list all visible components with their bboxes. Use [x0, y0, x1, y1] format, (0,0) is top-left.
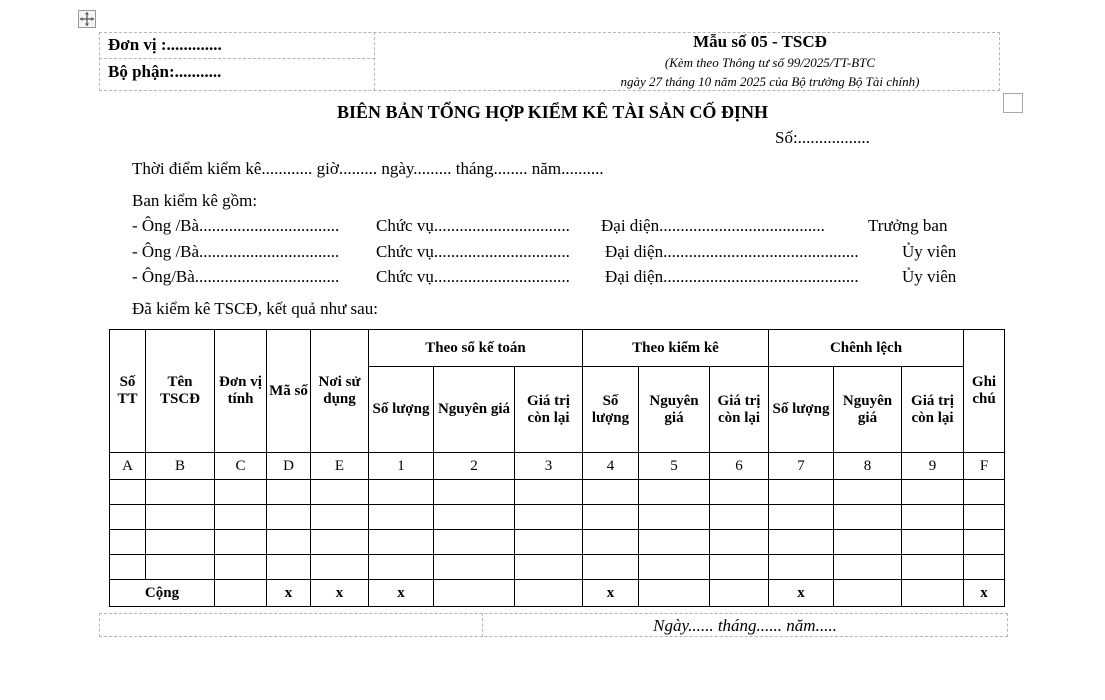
- table-cell[interactable]: [902, 530, 964, 555]
- total-cell: [434, 580, 515, 607]
- inventory-table: [109, 329, 1005, 607]
- member-position: Chức vụ................................: [376, 242, 570, 261]
- table-cell[interactable]: [146, 530, 215, 555]
- column-letter: C: [215, 453, 267, 480]
- table-cell[interactable]: [146, 555, 215, 580]
- table-cell[interactable]: [267, 505, 311, 530]
- table-move-handle-icon[interactable]: [78, 10, 96, 28]
- table-cell[interactable]: [769, 480, 834, 505]
- group-header-count: Theo kiểm kê: [583, 330, 769, 367]
- table-cell[interactable]: [515, 505, 583, 530]
- table-cell[interactable]: [769, 555, 834, 580]
- table-cell[interactable]: [710, 480, 769, 505]
- table-cell[interactable]: [311, 530, 369, 555]
- table-row[interactable]: [110, 555, 1005, 580]
- column-letter: B: [146, 453, 215, 480]
- table-cell[interactable]: [710, 530, 769, 555]
- table-cell[interactable]: [834, 530, 902, 555]
- sub-header-cost: Nguyên giá: [434, 367, 515, 453]
- table-cell[interactable]: [215, 555, 267, 580]
- table-cell[interactable]: [110, 480, 146, 505]
- sub-header-qty: Số lượng: [583, 367, 639, 453]
- total-cell: [515, 580, 583, 607]
- table-cell[interactable]: [311, 480, 369, 505]
- table-cell[interactable]: [639, 505, 710, 530]
- footer-date: Ngày...... tháng...... năm.....: [653, 616, 837, 635]
- column-letter: 5: [639, 453, 710, 480]
- circular-line-2: ngày 27 tháng 10 năm 2025 của Bộ trưởng Bộ Tài chính): [620, 74, 920, 89]
- total-cell: [834, 580, 902, 607]
- circular-line-1: (Kèm theo Thông tư số 99/2025/TT-BTC: [664, 55, 876, 70]
- member-role: Ủy viên: [902, 267, 957, 286]
- table-cell[interactable]: [146, 480, 215, 505]
- table-cell[interactable]: [110, 530, 146, 555]
- table-cell[interactable]: [110, 555, 146, 580]
- column-letter: 3: [515, 453, 583, 480]
- member-represent: Đại diện.......................................: [601, 216, 825, 235]
- table-cell[interactable]: [369, 530, 434, 555]
- table-cell[interactable]: [769, 530, 834, 555]
- table-cell[interactable]: [710, 505, 769, 530]
- table-cell[interactable]: [110, 505, 146, 530]
- total-cell: [215, 580, 267, 607]
- sub-header-cost: Nguyên giá: [639, 367, 710, 453]
- table-cell[interactable]: [369, 555, 434, 580]
- table-cell[interactable]: [583, 480, 639, 505]
- table-row[interactable]: [110, 530, 1005, 555]
- table-cell[interactable]: [964, 480, 1005, 505]
- table-cell[interactable]: [583, 530, 639, 555]
- column-letter: F: [964, 453, 1005, 480]
- table-cell[interactable]: [311, 505, 369, 530]
- table-cell[interactable]: [369, 480, 434, 505]
- inventory-time-line: Thời điểm kiểm kê............ giờ......... ngày......... tháng........ năm..........: [132, 159, 604, 178]
- table-cell[interactable]: [267, 530, 311, 555]
- col-header-note: Ghi chú: [964, 330, 1005, 453]
- total-cell: x: [964, 580, 1005, 607]
- table-cell[interactable]: [834, 555, 902, 580]
- table-cell[interactable]: [769, 505, 834, 530]
- footer-divider: [482, 613, 483, 637]
- total-cell: [710, 580, 769, 607]
- document-title: BIÊN BẢN TỔNG HỢP KIỂM KÊ TÀI SẢN CỐ ĐỊNH: [337, 102, 768, 122]
- col-header-stt: Số TT: [110, 330, 146, 453]
- table-cell[interactable]: [964, 530, 1005, 555]
- table-cell[interactable]: [639, 555, 710, 580]
- member-name: - Ông /Bà.................................: [132, 242, 340, 261]
- column-letter: A: [110, 453, 146, 480]
- sub-header-remain: Giá trị còn lại: [902, 367, 964, 453]
- total-cell: [639, 580, 710, 607]
- member-represent: Đại diện..............................................: [605, 242, 859, 261]
- table-cell[interactable]: [583, 505, 639, 530]
- member-role: Ủy viên: [902, 242, 957, 261]
- total-cell: x: [311, 580, 369, 607]
- column-letter: 9: [902, 453, 964, 480]
- table-cell[interactable]: [639, 480, 710, 505]
- total-cell: x: [369, 580, 434, 607]
- sub-header-cost: Nguyên giá: [834, 367, 902, 453]
- column-letter: 6: [710, 453, 769, 480]
- group-header-books: Theo sổ kế toán: [369, 330, 583, 367]
- col-header-unit: Đơn vị tính: [215, 330, 267, 453]
- member-role: Trưởng ban: [868, 216, 948, 235]
- col-header-name: Tên TSCĐ: [146, 330, 215, 453]
- total-cell: x: [769, 580, 834, 607]
- table-cell[interactable]: [639, 530, 710, 555]
- letter-row: [110, 453, 1005, 480]
- column-letter: 4: [583, 453, 639, 480]
- table-cell[interactable]: [267, 555, 311, 580]
- table-cell[interactable]: [215, 505, 267, 530]
- result-line: Đã kiểm kê TSCĐ, kết quả như sau:: [132, 299, 378, 318]
- column-letter: D: [267, 453, 311, 480]
- form-number: Mẫu số 05 - TSCĐ: [693, 32, 827, 51]
- column-letter: 2: [434, 453, 515, 480]
- total-cell: x: [583, 580, 639, 607]
- table-cell[interactable]: [434, 480, 515, 505]
- table-row[interactable]: [110, 505, 1005, 530]
- group-header-diff: Chênh lệch: [769, 330, 964, 367]
- table-cell[interactable]: [834, 480, 902, 505]
- table-cell[interactable]: [369, 505, 434, 530]
- table-cell[interactable]: [515, 530, 583, 555]
- table-header-row: [110, 330, 1005, 367]
- header-left-divider: [99, 58, 375, 59]
- column-letter: 1: [369, 453, 434, 480]
- table-cell[interactable]: [515, 480, 583, 505]
- table-cell[interactable]: [902, 555, 964, 580]
- table-cell[interactable]: [311, 555, 369, 580]
- col-header-code: Mã số: [267, 330, 311, 453]
- column-letter: 8: [834, 453, 902, 480]
- table-cell[interactable]: [515, 555, 583, 580]
- table-cell[interactable]: [902, 505, 964, 530]
- total-cell: x: [267, 580, 311, 607]
- unit-field: Đơn vị :.............: [108, 35, 222, 54]
- total-cell: [902, 580, 964, 607]
- table-cell[interactable]: [710, 555, 769, 580]
- member-position: Chức vụ................................: [376, 267, 570, 286]
- table-cell[interactable]: [964, 505, 1005, 530]
- header-divider: [374, 32, 375, 91]
- member-name: - Ông/Bà..................................: [132, 267, 340, 286]
- table-cell[interactable]: [267, 480, 311, 505]
- table-row[interactable]: [110, 480, 1005, 505]
- member-represent: Đại diện..............................................: [605, 267, 859, 286]
- table-cell[interactable]: [146, 505, 215, 530]
- sub-header-remain: Giá trị còn lại: [515, 367, 583, 453]
- column-letter: E: [311, 453, 369, 480]
- table-cell[interactable]: [434, 555, 515, 580]
- member-position: Chức vụ................................: [376, 216, 570, 235]
- total-row: [110, 580, 1005, 607]
- table-cell[interactable]: [434, 530, 515, 555]
- total-label: Cộng: [110, 580, 215, 607]
- table-cell[interactable]: [434, 505, 515, 530]
- table-cell[interactable]: [215, 530, 267, 555]
- table-cell[interactable]: [834, 505, 902, 530]
- member-name: - Ông /Bà.................................: [132, 216, 340, 235]
- document-number: Số:.................: [775, 128, 870, 147]
- sub-header-qty: Số lượng: [769, 367, 834, 453]
- department-field: Bộ phận:...........: [108, 62, 222, 81]
- sub-header-qty: Số lượng: [369, 367, 434, 453]
- col-header-place: Nơi sử dụng: [311, 330, 369, 453]
- column-letter: 7: [769, 453, 834, 480]
- table-cell[interactable]: [902, 480, 964, 505]
- table-cell[interactable]: [215, 480, 267, 505]
- table-cell[interactable]: [964, 555, 1005, 580]
- committee-label: Ban kiểm kê gồm:: [132, 191, 258, 210]
- sub-header-remain: Giá trị còn lại: [710, 367, 769, 453]
- table-cell[interactable]: [583, 555, 639, 580]
